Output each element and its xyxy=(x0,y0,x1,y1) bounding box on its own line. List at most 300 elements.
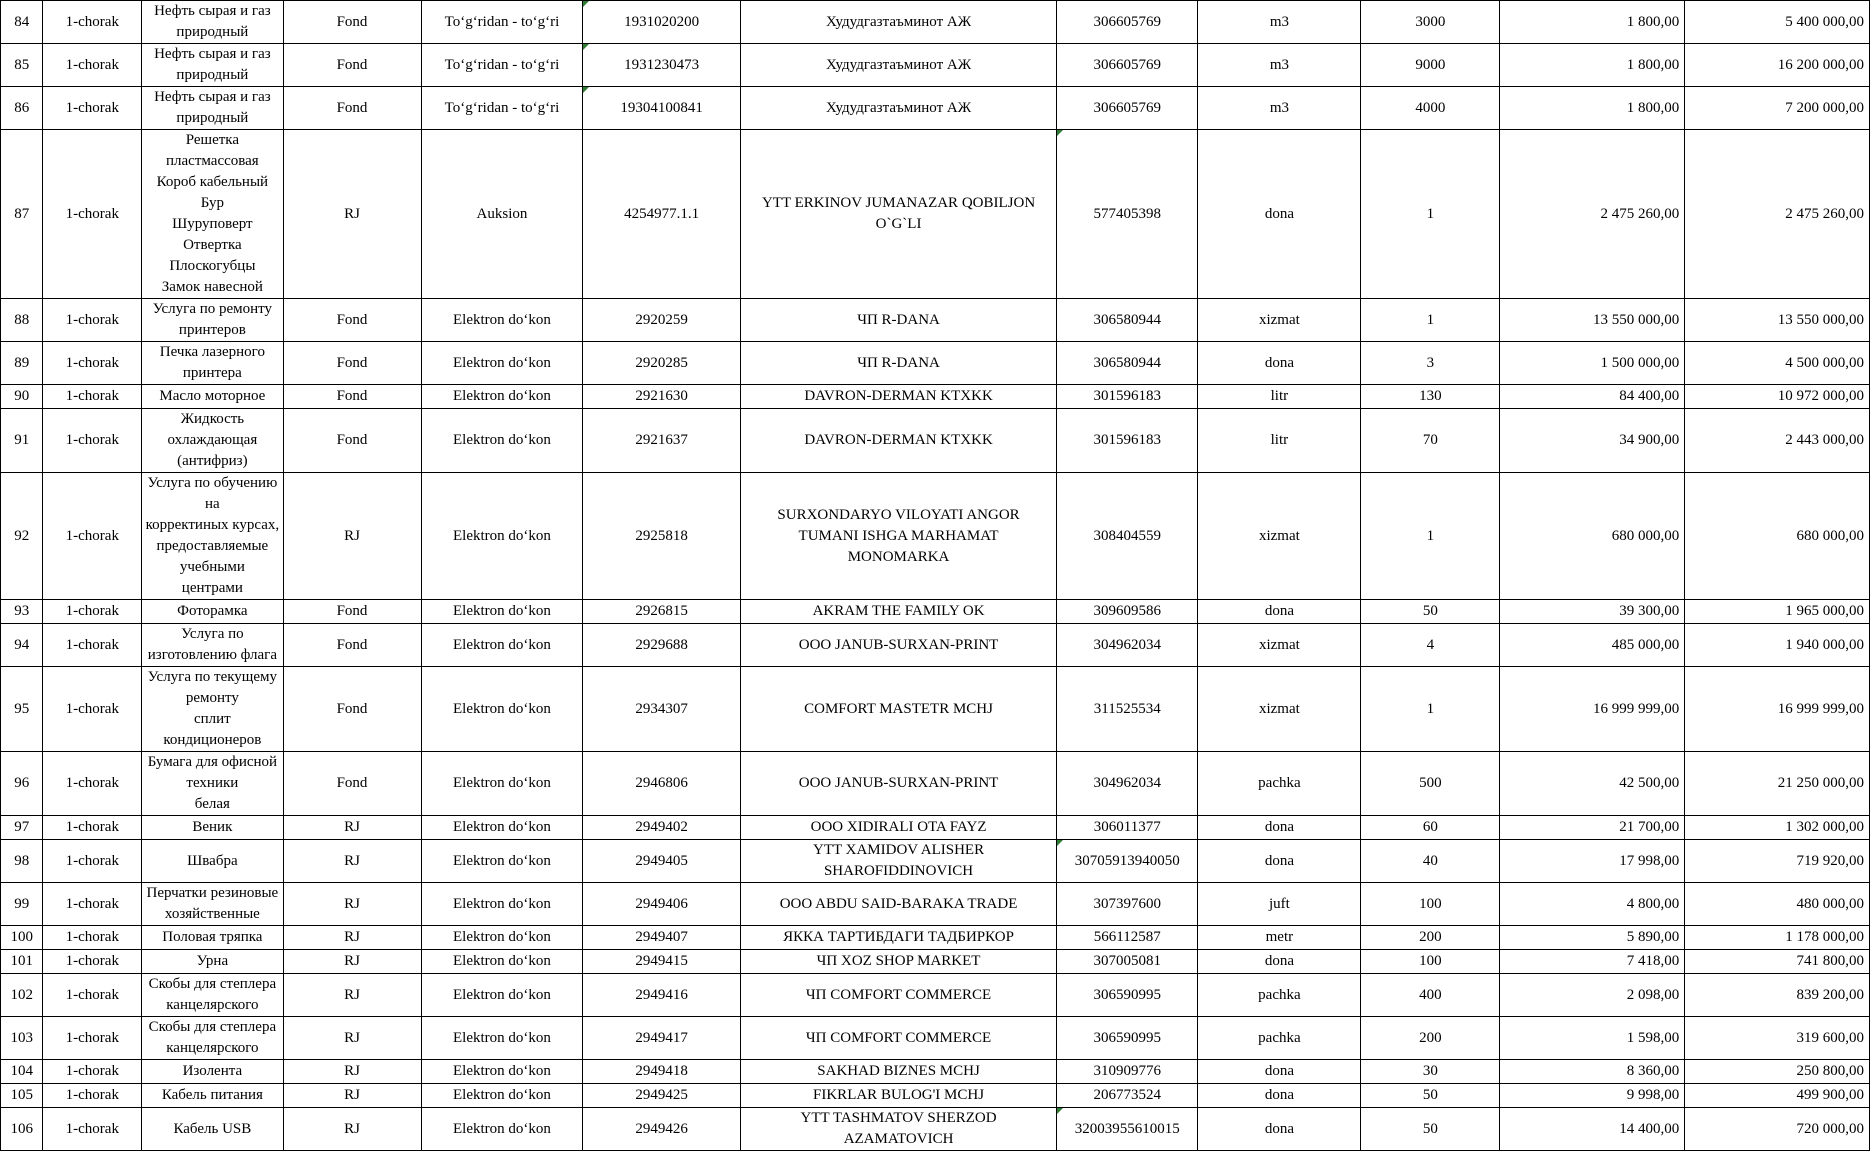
unit-cell[interactable]: m3 xyxy=(1198,44,1361,87)
inn-cell[interactable]: 206773524 xyxy=(1057,1084,1198,1108)
contract-cell[interactable]: 2949426 xyxy=(583,1108,741,1151)
unit-cell[interactable]: dona xyxy=(1198,600,1361,624)
method-cell[interactable]: Elektron do‘kon xyxy=(421,667,583,752)
inn-cell[interactable]: 566112587 xyxy=(1057,926,1198,950)
table-row[interactable] xyxy=(1,44,1870,87)
src-cell[interactable]: Fond xyxy=(283,1,421,44)
src-cell[interactable]: RJ xyxy=(283,883,421,926)
inn-cell[interactable]: 306590995 xyxy=(1057,1017,1198,1060)
total-cell[interactable]: 480 000,00 xyxy=(1685,883,1870,926)
inn-cell[interactable]: 306590995 xyxy=(1057,974,1198,1017)
no-cell[interactable]: 98 xyxy=(1,840,43,883)
no-cell[interactable]: 90 xyxy=(1,385,43,409)
method-cell[interactable]: To‘g‘ridan - to‘g‘ri xyxy=(421,44,583,87)
table-row[interactable] xyxy=(1,883,1870,926)
unit-cell[interactable]: dona xyxy=(1198,1108,1361,1151)
total-cell[interactable]: 319 600,00 xyxy=(1685,1017,1870,1060)
method-cell[interactable]: Elektron do‘kon xyxy=(421,926,583,950)
contract-cell[interactable]: 1931020200 xyxy=(583,1,741,44)
qty-cell[interactable]: 50 xyxy=(1361,600,1500,624)
period-cell[interactable]: 1-chorak xyxy=(43,816,142,840)
supplier-cell[interactable]: ЧП COMFORT COMMERCE xyxy=(740,974,1056,1017)
item-cell[interactable]: Кабель USB xyxy=(142,1108,283,1151)
price-cell[interactable]: 1 598,00 xyxy=(1500,1017,1685,1060)
supplier-cell[interactable]: YTT ERKINOV JUMANAZAR QOBILJON O`G`LI xyxy=(740,130,1056,299)
item-cell[interactable]: Услуга по обучению на корректиных курсах, предоставляемые учебными центрами xyxy=(142,473,283,600)
supplier-cell[interactable]: OOO XIDIRALI OTA FAYZ xyxy=(740,816,1056,840)
unit-cell[interactable]: pachka xyxy=(1198,974,1361,1017)
src-cell[interactable]: RJ xyxy=(283,1084,421,1108)
qty-cell[interactable]: 130 xyxy=(1361,385,1500,409)
contract-cell[interactable]: 2921637 xyxy=(583,409,741,473)
src-cell[interactable]: Fond xyxy=(283,667,421,752)
table-row[interactable] xyxy=(1,816,1870,840)
inn-cell[interactable]: 309609586 xyxy=(1057,600,1198,624)
total-cell[interactable]: 16 999 999,00 xyxy=(1685,667,1870,752)
no-cell[interactable]: 106 xyxy=(1,1108,43,1151)
period-cell[interactable]: 1-chorak xyxy=(43,87,142,130)
qty-cell[interactable]: 30 xyxy=(1361,1060,1500,1084)
supplier-cell[interactable]: Худудгазтаъминот АЖ xyxy=(740,1,1056,44)
supplier-cell[interactable]: Худудгазтаъминот АЖ xyxy=(740,44,1056,87)
unit-cell[interactable]: pachka xyxy=(1198,752,1361,816)
supplier-cell[interactable]: YTT TASHMATOV SHERZOD AZAMATOVICH xyxy=(740,1108,1056,1151)
contract-cell[interactable]: 2925818 xyxy=(583,473,741,600)
price-cell[interactable]: 42 500,00 xyxy=(1500,752,1685,816)
item-cell[interactable]: Кабель питания xyxy=(142,1084,283,1108)
contract-cell[interactable]: 2949402 xyxy=(583,816,741,840)
item-cell[interactable]: Масло моторное xyxy=(142,385,283,409)
total-cell[interactable]: 13 550 000,00 xyxy=(1685,299,1870,342)
inn-cell[interactable]: 304962034 xyxy=(1057,624,1198,667)
table-row[interactable] xyxy=(1,840,1870,883)
total-cell[interactable]: 250 800,00 xyxy=(1685,1060,1870,1084)
period-cell[interactable]: 1-chorak xyxy=(43,385,142,409)
src-cell[interactable]: Fond xyxy=(283,752,421,816)
total-cell[interactable]: 1 302 000,00 xyxy=(1685,816,1870,840)
unit-cell[interactable]: dona xyxy=(1198,342,1361,385)
table-row[interactable] xyxy=(1,1108,1870,1151)
period-cell[interactable]: 1-chorak xyxy=(43,409,142,473)
item-cell[interactable]: Решетка пластмассовая Короб кабельный Бур Шуруповерт Отвертка Плоскогубцы Замок навесной xyxy=(142,130,283,299)
price-cell[interactable]: 2 475 260,00 xyxy=(1500,130,1685,299)
supplier-cell[interactable]: YTT XAMIDOV ALISHER SHAROFIDDINOVICH xyxy=(740,840,1056,883)
period-cell[interactable]: 1-chorak xyxy=(43,752,142,816)
method-cell[interactable]: Elektron do‘kon xyxy=(421,974,583,1017)
inn-cell[interactable]: 306605769 xyxy=(1057,44,1198,87)
src-cell[interactable]: RJ xyxy=(283,1060,421,1084)
table-row[interactable] xyxy=(1,385,1870,409)
period-cell[interactable]: 1-chorak xyxy=(43,44,142,87)
method-cell[interactable]: To‘g‘ridan - to‘g‘ri xyxy=(421,87,583,130)
contract-cell[interactable]: 2920259 xyxy=(583,299,741,342)
no-cell[interactable]: 105 xyxy=(1,1084,43,1108)
item-cell[interactable]: Печка лазерного принтера xyxy=(142,342,283,385)
period-cell[interactable]: 1-chorak xyxy=(43,883,142,926)
total-cell[interactable]: 10 972 000,00 xyxy=(1685,385,1870,409)
qty-cell[interactable]: 50 xyxy=(1361,1084,1500,1108)
qty-cell[interactable]: 200 xyxy=(1361,926,1500,950)
price-cell[interactable]: 5 890,00 xyxy=(1500,926,1685,950)
unit-cell[interactable]: dona xyxy=(1198,950,1361,974)
no-cell[interactable]: 94 xyxy=(1,624,43,667)
src-cell[interactable]: Fond xyxy=(283,385,421,409)
supplier-cell[interactable]: ЯККА ТАРТИБДАГИ ТАДБИРКОР xyxy=(740,926,1056,950)
inn-cell[interactable]: 301596183 xyxy=(1057,385,1198,409)
no-cell[interactable]: 102 xyxy=(1,974,43,1017)
price-cell[interactable]: 34 900,00 xyxy=(1500,409,1685,473)
no-cell[interactable]: 97 xyxy=(1,816,43,840)
unit-cell[interactable]: m3 xyxy=(1198,87,1361,130)
price-cell[interactable]: 1 800,00 xyxy=(1500,44,1685,87)
period-cell[interactable]: 1-chorak xyxy=(43,1017,142,1060)
supplier-cell[interactable]: OOO JANUB-SURXAN-PRINT xyxy=(740,752,1056,816)
supplier-cell[interactable]: ЧП XOZ SHOP MARKET xyxy=(740,950,1056,974)
period-cell[interactable]: 1-chorak xyxy=(43,130,142,299)
inn-cell[interactable]: 306605769 xyxy=(1057,87,1198,130)
table-row[interactable] xyxy=(1,752,1870,816)
method-cell[interactable]: Elektron do‘kon xyxy=(421,342,583,385)
price-cell[interactable]: 1 800,00 xyxy=(1500,1,1685,44)
table-row[interactable] xyxy=(1,87,1870,130)
method-cell[interactable]: Auksion xyxy=(421,130,583,299)
price-cell[interactable]: 680 000,00 xyxy=(1500,473,1685,600)
no-cell[interactable]: 84 xyxy=(1,1,43,44)
contract-cell[interactable]: 1931230473 xyxy=(583,44,741,87)
total-cell[interactable]: 16 200 000,00 xyxy=(1685,44,1870,87)
item-cell[interactable]: Услуга по изготовлению флага xyxy=(142,624,283,667)
src-cell[interactable]: Fond xyxy=(283,409,421,473)
item-cell[interactable]: Нефть сырая и газ природный xyxy=(142,44,283,87)
total-cell[interactable]: 7 200 000,00 xyxy=(1685,87,1870,130)
method-cell[interactable]: Elektron do‘kon xyxy=(421,883,583,926)
contract-cell[interactable]: 2949417 xyxy=(583,1017,741,1060)
unit-cell[interactable]: xizmat xyxy=(1198,624,1361,667)
price-cell[interactable]: 13 550 000,00 xyxy=(1500,299,1685,342)
qty-cell[interactable]: 60 xyxy=(1361,816,1500,840)
table-row[interactable] xyxy=(1,1,1870,44)
qty-cell[interactable]: 3 xyxy=(1361,342,1500,385)
total-cell[interactable]: 1 178 000,00 xyxy=(1685,926,1870,950)
no-cell[interactable]: 104 xyxy=(1,1060,43,1084)
item-cell[interactable]: Скобы для степлера канцелярского xyxy=(142,1017,283,1060)
no-cell[interactable]: 95 xyxy=(1,667,43,752)
total-cell[interactable]: 1 940 000,00 xyxy=(1685,624,1870,667)
qty-cell[interactable]: 4 xyxy=(1361,624,1500,667)
price-cell[interactable]: 1 500 000,00 xyxy=(1500,342,1685,385)
no-cell[interactable]: 93 xyxy=(1,600,43,624)
table-row[interactable] xyxy=(1,130,1870,299)
qty-cell[interactable]: 4000 xyxy=(1361,87,1500,130)
no-cell[interactable]: 92 xyxy=(1,473,43,600)
item-cell[interactable]: Нефть сырая и газ природный xyxy=(142,1,283,44)
contract-cell[interactable]: 19304100841 xyxy=(583,87,741,130)
total-cell[interactable]: 720 000,00 xyxy=(1685,1108,1870,1151)
table-body xyxy=(1,1,1870,1151)
table-row[interactable] xyxy=(1,600,1870,624)
item-cell[interactable]: Жидкость охлаждающая (антифриз) xyxy=(142,409,283,473)
src-cell[interactable]: RJ xyxy=(283,816,421,840)
inn-cell[interactable]: 301596183 xyxy=(1057,409,1198,473)
no-cell[interactable]: 96 xyxy=(1,752,43,816)
total-cell[interactable]: 5 400 000,00 xyxy=(1685,1,1870,44)
price-cell[interactable]: 16 999 999,00 xyxy=(1500,667,1685,752)
method-cell[interactable]: Elektron do‘kon xyxy=(421,752,583,816)
src-cell[interactable]: RJ xyxy=(283,130,421,299)
price-cell[interactable]: 14 400,00 xyxy=(1500,1108,1685,1151)
contract-cell[interactable]: 2946806 xyxy=(583,752,741,816)
unit-cell[interactable]: xizmat xyxy=(1198,667,1361,752)
price-cell[interactable]: 485 000,00 xyxy=(1500,624,1685,667)
method-cell[interactable]: Elektron do‘kon xyxy=(421,816,583,840)
supplier-cell[interactable]: DAVRON-DERMAN KTXKK xyxy=(740,409,1056,473)
total-cell[interactable]: 839 200,00 xyxy=(1685,974,1870,1017)
price-cell[interactable]: 84 400,00 xyxy=(1500,385,1685,409)
price-cell[interactable]: 21 700,00 xyxy=(1500,816,1685,840)
src-cell[interactable]: RJ xyxy=(283,1017,421,1060)
item-cell[interactable]: Бумага для офисной техники белая xyxy=(142,752,283,816)
method-cell[interactable]: Elektron do‘kon xyxy=(421,409,583,473)
supplier-cell[interactable]: OOO JANUB-SURXAN-PRINT xyxy=(740,624,1056,667)
method-cell[interactable]: Elektron do‘kon xyxy=(421,600,583,624)
period-cell[interactable]: 1-chorak xyxy=(43,473,142,600)
unit-cell[interactable]: xizmat xyxy=(1198,299,1361,342)
src-cell[interactable]: RJ xyxy=(283,1108,421,1151)
qty-cell[interactable]: 200 xyxy=(1361,1017,1500,1060)
total-cell[interactable]: 4 500 000,00 xyxy=(1685,342,1870,385)
supplier-cell[interactable]: SURXONDARYO VILOYATI ANGOR TUMANI ISHGA MARHAMAT MONOMARKA xyxy=(740,473,1056,600)
supplier-cell[interactable]: ЧП R-DANA xyxy=(740,342,1056,385)
table-row[interactable] xyxy=(1,342,1870,385)
method-cell[interactable]: Elektron do‘kon xyxy=(421,624,583,667)
no-cell[interactable]: 85 xyxy=(1,44,43,87)
price-cell[interactable]: 9 998,00 xyxy=(1500,1084,1685,1108)
no-cell[interactable]: 99 xyxy=(1,883,43,926)
qty-cell[interactable]: 100 xyxy=(1361,950,1500,974)
period-cell[interactable]: 1-chorak xyxy=(43,600,142,624)
inn-cell[interactable]: 30705913940050 xyxy=(1057,840,1198,883)
no-cell[interactable]: 88 xyxy=(1,299,43,342)
method-cell[interactable]: Elektron do‘kon xyxy=(421,1108,583,1151)
unit-cell[interactable]: m3 xyxy=(1198,1,1361,44)
contract-cell[interactable]: 4254977.1.1 xyxy=(583,130,741,299)
item-cell[interactable]: Услуга по текущему ремонту сплит кондиционеров xyxy=(142,667,283,752)
period-cell[interactable]: 1-chorak xyxy=(43,299,142,342)
unit-cell[interactable]: dona xyxy=(1198,840,1361,883)
total-cell[interactable]: 719 920,00 xyxy=(1685,840,1870,883)
qty-cell[interactable]: 400 xyxy=(1361,974,1500,1017)
qty-cell[interactable]: 9000 xyxy=(1361,44,1500,87)
inn-cell[interactable]: 306605769 xyxy=(1057,1,1198,44)
period-cell[interactable]: 1-chorak xyxy=(43,1,142,44)
supplier-cell[interactable]: Худудгазтаъминот АЖ xyxy=(740,87,1056,130)
item-cell[interactable]: Услуга по ремонту принтеров xyxy=(142,299,283,342)
src-cell[interactable]: Fond xyxy=(283,624,421,667)
src-cell[interactable]: Fond xyxy=(283,87,421,130)
contract-cell[interactable]: 2949406 xyxy=(583,883,741,926)
item-cell[interactable]: Изолента xyxy=(142,1060,283,1084)
method-cell[interactable]: Elektron do‘kon xyxy=(421,1084,583,1108)
method-cell[interactable]: Elektron do‘kon xyxy=(421,473,583,600)
qty-cell[interactable]: 3000 xyxy=(1361,1,1500,44)
inn-cell[interactable]: 307005081 xyxy=(1057,950,1198,974)
inn-cell[interactable]: 304962034 xyxy=(1057,752,1198,816)
contract-cell[interactable]: 2926815 xyxy=(583,600,741,624)
supplier-cell[interactable]: DAVRON-DERMAN KTXKK xyxy=(740,385,1056,409)
price-cell[interactable]: 7 418,00 xyxy=(1500,950,1685,974)
period-cell[interactable]: 1-chorak xyxy=(43,950,142,974)
method-cell[interactable]: Elektron do‘kon xyxy=(421,840,583,883)
unit-cell[interactable]: pachka xyxy=(1198,1017,1361,1060)
no-cell[interactable]: 89 xyxy=(1,342,43,385)
qty-cell[interactable]: 500 xyxy=(1361,752,1500,816)
qty-cell[interactable]: 1 xyxy=(1361,130,1500,299)
inn-cell[interactable]: 310909776 xyxy=(1057,1060,1198,1084)
unit-cell[interactable]: xizmat xyxy=(1198,473,1361,600)
price-cell[interactable]: 1 800,00 xyxy=(1500,87,1685,130)
item-cell[interactable]: Половая тряпка xyxy=(142,926,283,950)
price-cell[interactable]: 8 360,00 xyxy=(1500,1060,1685,1084)
table-row[interactable] xyxy=(1,926,1870,950)
unit-cell[interactable]: juft xyxy=(1198,883,1361,926)
table-row[interactable] xyxy=(1,473,1870,600)
no-cell[interactable]: 87 xyxy=(1,130,43,299)
qty-cell[interactable]: 70 xyxy=(1361,409,1500,473)
item-cell[interactable]: Нефть сырая и газ природный xyxy=(142,87,283,130)
unit-cell[interactable]: dona xyxy=(1198,1084,1361,1108)
method-cell[interactable]: Elektron do‘kon xyxy=(421,1060,583,1084)
item-cell[interactable]: Перчатки резиновые хозяйственные xyxy=(142,883,283,926)
method-cell[interactable]: Elektron do‘kon xyxy=(421,950,583,974)
inn-cell[interactable]: 32003955610015 xyxy=(1057,1108,1198,1151)
table-row[interactable] xyxy=(1,950,1870,974)
src-cell[interactable]: RJ xyxy=(283,926,421,950)
qty-cell[interactable]: 40 xyxy=(1361,840,1500,883)
period-cell[interactable]: 1-chorak xyxy=(43,342,142,385)
unit-cell[interactable]: metr xyxy=(1198,926,1361,950)
item-cell[interactable]: Фоторамка xyxy=(142,600,283,624)
no-cell[interactable]: 91 xyxy=(1,409,43,473)
table-row[interactable] xyxy=(1,409,1870,473)
supplier-cell[interactable]: SAKHAD BIZNES MCHJ xyxy=(740,1060,1056,1084)
table-row[interactable] xyxy=(1,1017,1870,1060)
period-cell[interactable]: 1-chorak xyxy=(43,1060,142,1084)
contract-cell[interactable]: 2949415 xyxy=(583,950,741,974)
table-row[interactable] xyxy=(1,299,1870,342)
item-cell[interactable]: Веник xyxy=(142,816,283,840)
contract-cell[interactable]: 2949416 xyxy=(583,974,741,1017)
period-cell[interactable]: 1-chorak xyxy=(43,1108,142,1151)
qty-cell[interactable]: 1 xyxy=(1361,299,1500,342)
inn-cell[interactable]: 311525534 xyxy=(1057,667,1198,752)
method-cell[interactable]: Elektron do‘kon xyxy=(421,299,583,342)
src-cell[interactable]: RJ xyxy=(283,974,421,1017)
contract-cell[interactable]: 2920285 xyxy=(583,342,741,385)
inn-cell[interactable]: 577405398 xyxy=(1057,130,1198,299)
total-cell[interactable]: 2 475 260,00 xyxy=(1685,130,1870,299)
price-cell[interactable]: 4 800,00 xyxy=(1500,883,1685,926)
qty-cell[interactable]: 1 xyxy=(1361,667,1500,752)
src-cell[interactable]: RJ xyxy=(283,950,421,974)
price-cell[interactable]: 17 998,00 xyxy=(1500,840,1685,883)
total-cell[interactable]: 499 900,00 xyxy=(1685,1084,1870,1108)
item-cell[interactable]: Скобы для степлера канцелярского xyxy=(142,974,283,1017)
contract-cell[interactable]: 2949407 xyxy=(583,926,741,950)
src-cell[interactable]: RJ xyxy=(283,840,421,883)
src-cell[interactable]: Fond xyxy=(283,600,421,624)
inn-cell[interactable]: 306580944 xyxy=(1057,342,1198,385)
supplier-cell[interactable]: ЧП COMFORT COMMERCE xyxy=(740,1017,1056,1060)
method-cell[interactable]: Elektron do‘kon xyxy=(421,385,583,409)
contract-cell[interactable]: 2934307 xyxy=(583,667,741,752)
item-cell[interactable]: Урна xyxy=(142,950,283,974)
period-cell[interactable]: 1-chorak xyxy=(43,624,142,667)
supplier-cell[interactable]: COMFORT MASTETR MCHJ xyxy=(740,667,1056,752)
supplier-cell[interactable]: ЧП R-DANA xyxy=(740,299,1056,342)
contract-cell[interactable]: 2949425 xyxy=(583,1084,741,1108)
period-cell[interactable]: 1-chorak xyxy=(43,667,142,752)
src-cell[interactable]: Fond xyxy=(283,44,421,87)
method-cell[interactable]: To‘g‘ridan - to‘g‘ri xyxy=(421,1,583,44)
unit-cell[interactable]: dona xyxy=(1198,130,1361,299)
table-row[interactable] xyxy=(1,1060,1870,1084)
src-cell[interactable]: Fond xyxy=(283,299,421,342)
table-row[interactable] xyxy=(1,974,1870,1017)
no-cell[interactable]: 86 xyxy=(1,87,43,130)
supplier-cell[interactable]: AKRAM THE FAMILY OK xyxy=(740,600,1056,624)
supplier-cell[interactable]: OOO ABDU SAID-BARAKA TRADE xyxy=(740,883,1056,926)
total-cell[interactable]: 21 250 000,00 xyxy=(1685,752,1870,816)
period-cell[interactable]: 1-chorak xyxy=(43,840,142,883)
inn-cell[interactable]: 308404559 xyxy=(1057,473,1198,600)
price-cell[interactable]: 39 300,00 xyxy=(1500,600,1685,624)
total-cell[interactable]: 1 965 000,00 xyxy=(1685,600,1870,624)
inn-cell[interactable]: 306580944 xyxy=(1057,299,1198,342)
inn-cell[interactable]: 307397600 xyxy=(1057,883,1198,926)
table-row[interactable] xyxy=(1,1084,1870,1108)
total-cell[interactable]: 2 443 000,00 xyxy=(1685,409,1870,473)
contract-cell[interactable]: 2949418 xyxy=(583,1060,741,1084)
contract-cell[interactable]: 2949405 xyxy=(583,840,741,883)
no-cell[interactable]: 100 xyxy=(1,926,43,950)
qty-cell[interactable]: 1 xyxy=(1361,473,1500,600)
contract-cell[interactable]: 2929688 xyxy=(583,624,741,667)
period-cell[interactable]: 1-chorak xyxy=(43,974,142,1017)
no-cell[interactable]: 103 xyxy=(1,1017,43,1060)
supplier-cell[interactable]: FIKRLAR BULOG'I MCHJ xyxy=(740,1084,1056,1108)
table-row[interactable] xyxy=(1,624,1870,667)
unit-cell[interactable]: dona xyxy=(1198,1060,1361,1084)
qty-cell[interactable]: 50 xyxy=(1361,1108,1500,1151)
total-cell[interactable]: 680 000,00 xyxy=(1685,473,1870,600)
qty-cell[interactable]: 100 xyxy=(1361,883,1500,926)
unit-cell[interactable]: litr xyxy=(1198,385,1361,409)
method-cell[interactable]: Elektron do‘kon xyxy=(421,1017,583,1060)
total-cell[interactable]: 741 800,00 xyxy=(1685,950,1870,974)
src-cell[interactable]: RJ xyxy=(283,473,421,600)
inn-cell[interactable]: 306011377 xyxy=(1057,816,1198,840)
table-row[interactable] xyxy=(1,667,1870,752)
unit-cell[interactable]: litr xyxy=(1198,409,1361,473)
price-cell[interactable]: 2 098,00 xyxy=(1500,974,1685,1017)
item-cell[interactable]: Швабра xyxy=(142,840,283,883)
contract-cell[interactable]: 2921630 xyxy=(583,385,741,409)
src-cell[interactable]: Fond xyxy=(283,342,421,385)
no-cell[interactable]: 101 xyxy=(1,950,43,974)
period-cell[interactable]: 1-chorak xyxy=(43,1084,142,1108)
period-cell[interactable]: 1-chorak xyxy=(43,926,142,950)
unit-cell[interactable]: dona xyxy=(1198,816,1361,840)
